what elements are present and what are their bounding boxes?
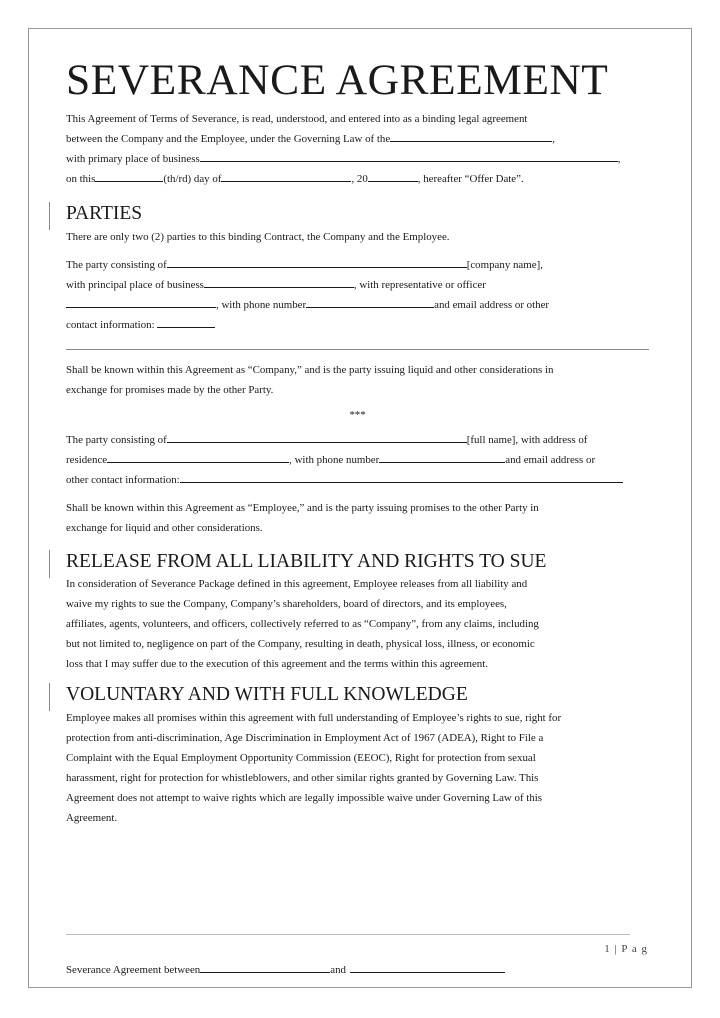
employee-definition-line-2: exchange for liquid and other considerations. bbox=[66, 521, 263, 534]
voluntary-line: protection from anti-discrimination, Age Discrimination in Employment Act of 1967 (ADEA), Right to File a bbox=[66, 731, 544, 744]
employee-line-3 bbox=[66, 470, 666, 490]
intro-line-1: This Agreement of Terms of Severance, is read, understood, and entered into as a binding legal agreement bbox=[66, 112, 528, 125]
parties-heading: PARTIES bbox=[66, 202, 143, 224]
company-line-1-a: The party consisting of bbox=[66, 258, 167, 271]
employee-definition-line-1: Shall be known within this Agreement as “Employee,” and is the party issuing promises to the other Party in bbox=[66, 501, 539, 514]
employee-definition bbox=[66, 498, 666, 538]
intro-line-2-end: , bbox=[552, 132, 555, 145]
release-body bbox=[66, 574, 666, 674]
day-field[interactable] bbox=[95, 170, 163, 182]
voluntary-line: Employee makes all promises within this agreement with full understanding of Employee’s rights to sue, right for bbox=[66, 711, 562, 724]
business-place-field[interactable] bbox=[200, 150, 618, 162]
company-line-3-a: , with phone number bbox=[216, 298, 307, 311]
voluntary-line: Complaint with the Equal Employment Opportunity Commission (EEOC), Right for protection from sexual bbox=[66, 751, 536, 764]
company-phone-field[interactable] bbox=[306, 296, 434, 308]
employee-line-2 bbox=[66, 450, 666, 470]
release-heading: RELEASE FROM ALL LIABILITY AND RIGHTS TO SUE bbox=[66, 550, 547, 572]
employee-residence-field[interactable] bbox=[107, 451, 289, 463]
parties-section bbox=[66, 202, 666, 538]
intro-line-3-text: with primary place of business bbox=[66, 152, 200, 165]
company-contact-field[interactable] bbox=[157, 316, 215, 328]
year-field[interactable] bbox=[368, 170, 418, 182]
voluntary-line: Agreement does not attempt to waive rights which are legally impossible waive under Governing Law of this bbox=[66, 791, 543, 804]
intro-line-4-a: on this bbox=[66, 172, 96, 185]
employee-line-1 bbox=[66, 430, 666, 450]
intro-line-2-text: between the Company and the Employee, under the Governing Law of the bbox=[66, 132, 391, 145]
release-line: affiliates, agents, volunteers, and officers, collectively referred to as “Company”, from any claims, including bbox=[66, 618, 539, 631]
release-line: but not limited to, negligence on part of the Company, resulting in death, physical loss, illness, or economic bbox=[66, 638, 535, 651]
company-line-3-b: and email address or other bbox=[434, 298, 550, 311]
voluntary-body bbox=[66, 708, 666, 828]
intro-line-4 bbox=[66, 169, 666, 189]
company-definition-line-1: Shall be known within this Agreement as “Company,” and is the party issuing liquid and other considerations in bbox=[66, 363, 554, 376]
document-title: SEVERANCE AGREEMENT bbox=[66, 56, 609, 104]
section-separator: *** bbox=[349, 408, 366, 421]
employee-party-block bbox=[66, 430, 666, 490]
parties-intro: There are only two (2) parties to this binding Contract, the Company and the Employee. bbox=[66, 230, 450, 243]
release-line: In consideration of Severance Package defined in this agreement, Employee releases from all liability and bbox=[66, 578, 528, 591]
section-marker bbox=[49, 202, 50, 230]
page-number: 1 | P a g bbox=[604, 943, 648, 955]
employee-line-1-b: [full name], with address of bbox=[466, 433, 588, 446]
company-line-2-a: with principal place of business bbox=[66, 278, 204, 291]
release-line: waive my rights to sue the Company, Company’s shareholders, board of directors, and its employees, bbox=[66, 598, 507, 611]
employee-contact-field[interactable] bbox=[180, 471, 623, 483]
voluntary-section bbox=[66, 683, 666, 827]
employee-phone-field[interactable] bbox=[379, 451, 505, 463]
company-line-1 bbox=[66, 255, 666, 275]
company-definition bbox=[66, 360, 666, 400]
intro-section bbox=[66, 109, 666, 189]
employee-line-2-c: and email address or bbox=[505, 453, 596, 466]
document-page bbox=[28, 28, 692, 988]
intro-line-4-b: (th/rd) day of bbox=[163, 172, 222, 185]
company-name-field[interactable] bbox=[167, 256, 467, 268]
employee-name-field[interactable] bbox=[167, 431, 467, 443]
intro-line-4-d: , hereafter “Offer Date”. bbox=[417, 172, 524, 185]
footer-text-a: Severance Agreement between bbox=[66, 964, 201, 976]
voluntary-line: Agreement. bbox=[66, 811, 118, 824]
company-line-4-a: contact information: bbox=[66, 318, 155, 331]
intro-line-4-c: , 20 bbox=[351, 172, 368, 185]
company-line-3 bbox=[66, 295, 666, 315]
company-representative-field[interactable] bbox=[66, 296, 216, 308]
release-section bbox=[66, 550, 666, 674]
company-line-1-b: [company name], bbox=[466, 258, 543, 271]
month-field[interactable] bbox=[221, 170, 351, 182]
footer-text bbox=[66, 961, 505, 976]
footer-employee-field[interactable] bbox=[350, 961, 505, 973]
footer-company-field[interactable] bbox=[200, 961, 330, 973]
section-marker bbox=[49, 550, 50, 578]
governing-law-field[interactable] bbox=[390, 130, 552, 142]
voluntary-line: harassment, right for protection for whistleblowers, and other similar rights granted by Governing Law. This bbox=[66, 771, 539, 784]
footer-text-b: and bbox=[330, 964, 346, 976]
footer-divider bbox=[66, 934, 630, 935]
company-contact-line[interactable] bbox=[66, 349, 649, 350]
intro-line-3-end: , bbox=[617, 152, 621, 165]
voluntary-heading: VOLUNTARY AND WITH FULL KNOWLEDGE bbox=[66, 684, 468, 706]
company-party-block bbox=[66, 255, 666, 350]
release-line: loss that I may suffer due to the execution of this agreement and the terms within this agreement. bbox=[66, 658, 488, 671]
intro-line-3 bbox=[66, 149, 666, 169]
intro-line-2 bbox=[66, 129, 666, 149]
company-address-field[interactable] bbox=[204, 276, 354, 288]
employee-line-2-b: , with phone number bbox=[289, 453, 380, 466]
company-line-2 bbox=[66, 275, 666, 295]
employee-line-3-a: other contact information: bbox=[66, 473, 180, 486]
employee-line-2-a: residence bbox=[66, 453, 108, 466]
company-line-2-b: , with representative or officer bbox=[353, 278, 486, 291]
section-marker bbox=[49, 683, 50, 711]
employee-line-1-a: The party consisting of bbox=[66, 433, 167, 446]
company-line-4 bbox=[66, 315, 666, 335]
company-definition-line-2: exchange for promises made by the other Party. bbox=[66, 383, 274, 396]
document-body bbox=[66, 56, 666, 828]
